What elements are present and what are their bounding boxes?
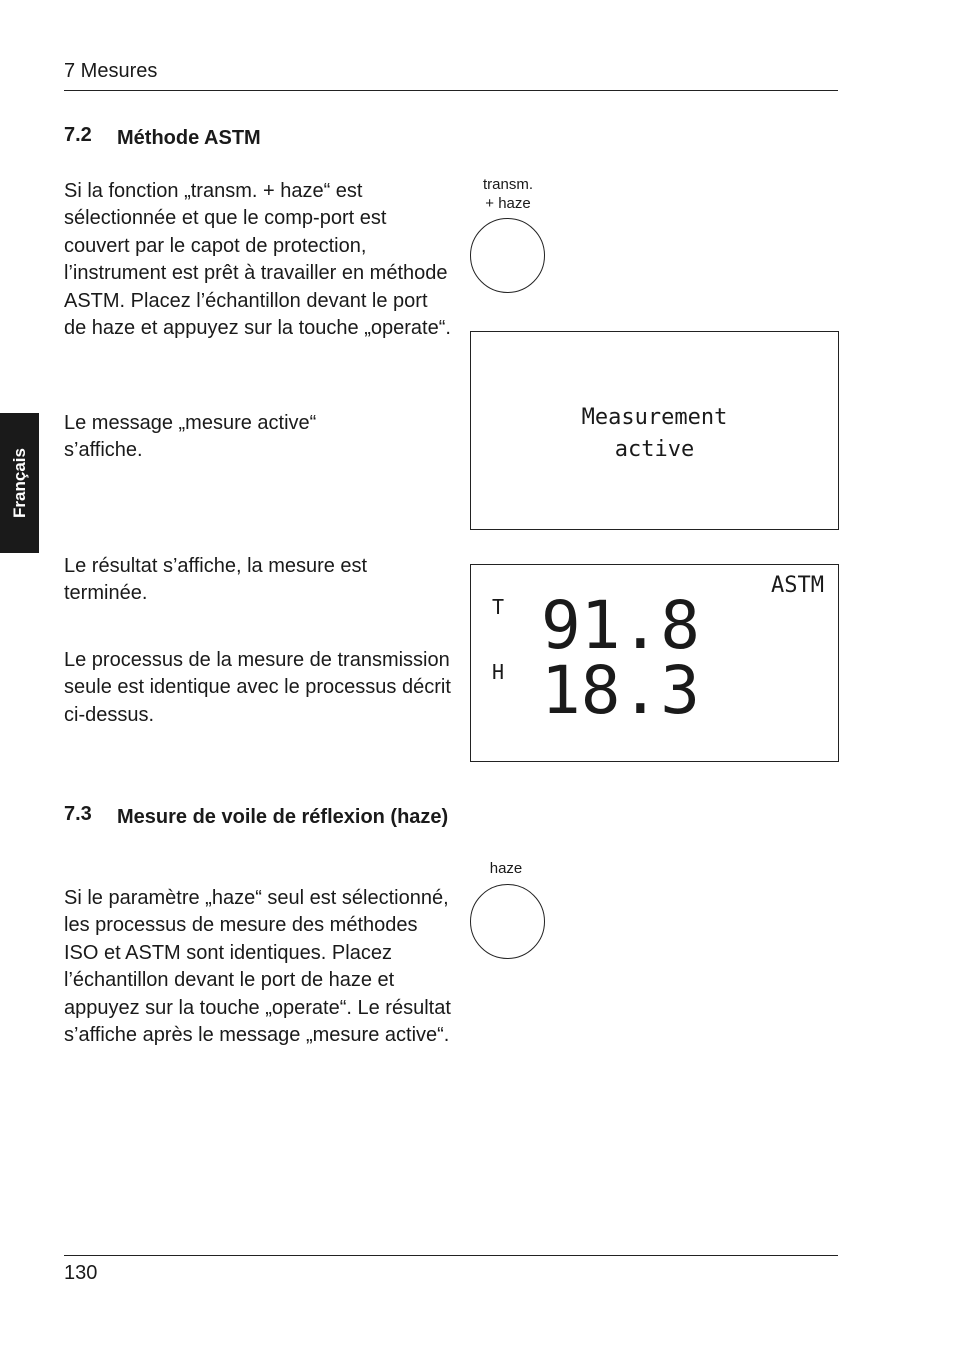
section-title: Méthode ASTM — [117, 127, 261, 149]
paragraph-result-shown: Le résultat s’affiche, la mesure est terminée. — [64, 555, 368, 605]
language-tab — [0, 413, 39, 553]
section-7-3-heading — [64, 803, 464, 863]
display-result — [470, 564, 839, 762]
language-tab-label: Français — [9, 448, 29, 518]
display-h-label: H — [492, 660, 505, 684]
display-t-value: 91.8 — [541, 587, 700, 664]
paragraph-astm-intro: Si la fonction „transm. + haze“ est sélectionnée et que le comp-port est couvert par le capot de protection, l’instrument est prêt à travailler en méthode ASTM. Placez l’échantillon devant le port de haze et appuyez sur la touche „operate“. — [64, 180, 451, 340]
paragraph-message-shown: Le message „mesure active“ s’affiche. — [64, 412, 317, 462]
display-message-line2: active — [614, 437, 695, 462]
section-number: 7.3 — [64, 803, 92, 825]
display-measurement-active — [470, 331, 839, 530]
transm-haze-key-button[interactable] — [470, 218, 545, 293]
footer-rule — [64, 1255, 838, 1256]
paragraph-transmission-only: Le processus de la mesure de transmission seule est identique avec le processus décrit ci-dessus. — [64, 649, 451, 726]
header-rule — [64, 90, 838, 91]
display-h-value: 18.3 — [541, 652, 700, 729]
running-header: 7 Mesures — [64, 60, 158, 82]
page-number: 130 — [64, 1262, 98, 1284]
section-7-2-heading — [64, 124, 464, 154]
key-label-line1: transm. — [482, 176, 533, 193]
haze-key-label: haze — [489, 860, 523, 877]
paragraph-haze-reflection: Si le paramètre „haze“ seul est sélectionné, les processus de mesure des méthodes ISO et ASTM sont identiques. Placez l’échantillon devant le port de haze et appuyez sur la touche „operate“. Le résultat s’affiche après le message „mesure active“. — [64, 887, 451, 1047]
display-t-label: T — [492, 595, 505, 619]
section-number: 7.2 — [64, 124, 92, 146]
display-message-line1: Measurement — [581, 405, 728, 430]
display-mode-label: ASTM — [771, 573, 824, 598]
transm-haze-key-label — [468, 175, 548, 213]
key-label-line2: + haze — [485, 195, 531, 212]
section-title: Mesure de voile de réflexion (haze) — [117, 806, 449, 828]
haze-key-button[interactable] — [470, 884, 545, 959]
